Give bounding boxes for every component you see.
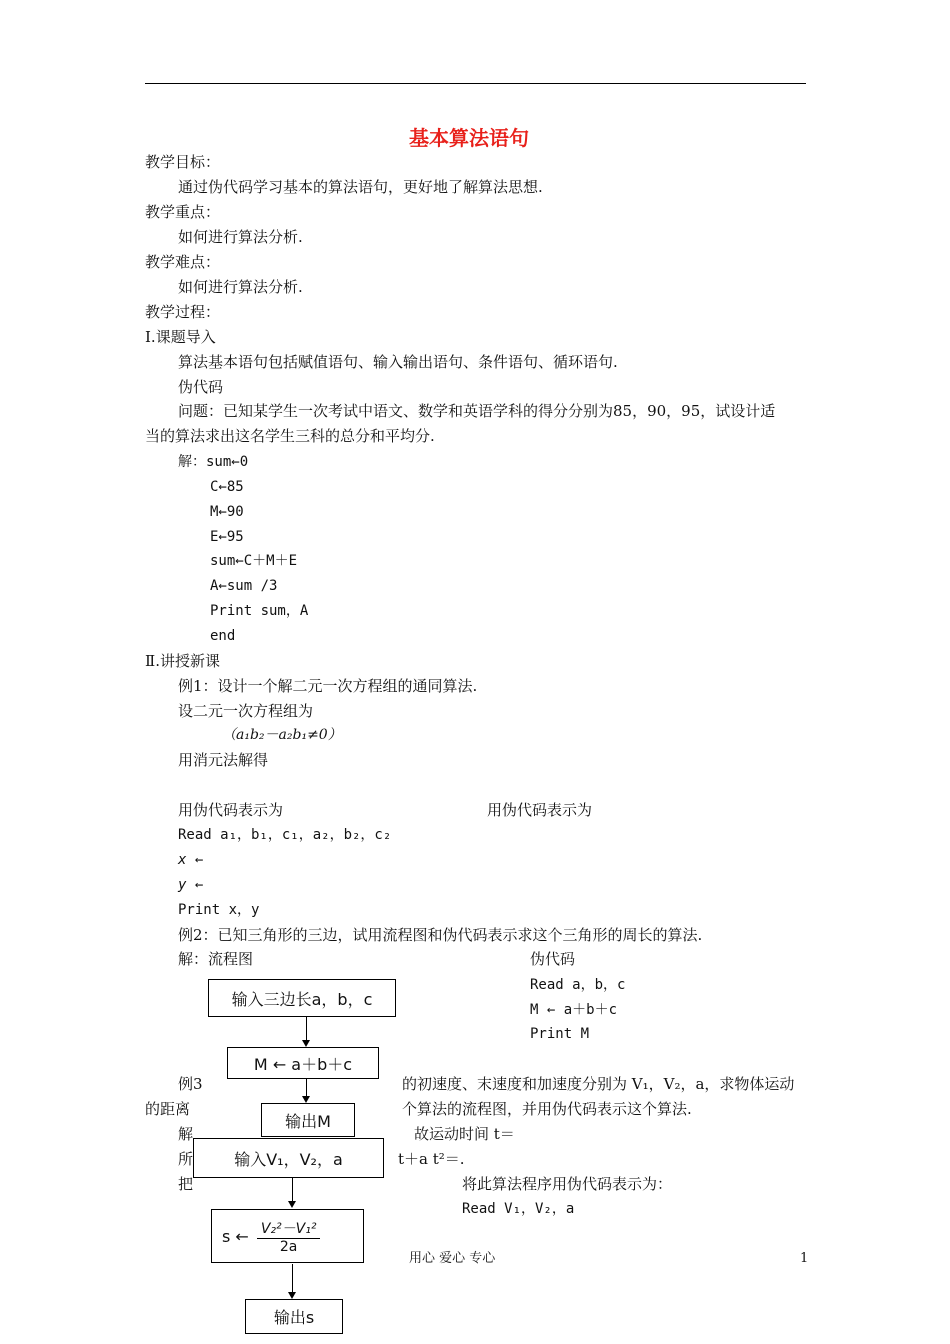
pseudo-label-left: 用伪代码表示为 (178, 801, 284, 819)
ex2-code-line: M ← a＋b＋c (530, 1002, 618, 1018)
example-1-condition: （a₁b₂－a₂b₁≠0） (222, 727, 342, 743)
flow1-connector (306, 1078, 307, 1096)
ex1-code-line: y ← (178, 877, 204, 893)
page-title: 基本算法语句 (409, 126, 529, 150)
flow2-input-box: 输入V₁，V₂，a (193, 1138, 384, 1178)
flow2-assign-symbol: s ← (222, 1226, 249, 1246)
example-2-solution: 解：流程图 (178, 950, 254, 968)
example-3-line-2a: 的距离 (145, 1100, 191, 1118)
flow1-assign-box: M ← a＋b＋c (227, 1047, 379, 1079)
code1-line: C←85 (210, 479, 244, 495)
fraction-numerator: V₂²－V₁² (257, 1218, 321, 1239)
example-3-line-3a: 解 (178, 1125, 194, 1143)
flow2-output-box: 输出s (245, 1299, 343, 1334)
code1-line: end (210, 628, 236, 644)
ex1-code-line: Read a₁，b₁，c₁，a₂，b₂，c₂ (178, 827, 392, 843)
example-2-pseudo-label: 伪代码 (530, 950, 576, 968)
code1-line: M←90 (210, 504, 244, 520)
code1-line: 解：sum←0 (178, 454, 249, 470)
arrow-down-icon (288, 1201, 296, 1208)
ex2-code-line: Read a，b，c (530, 977, 626, 993)
objectives-text: 通过伪代码学习基本的算法语句，更好地了解算法思想. (178, 178, 543, 196)
key-label: 教学重点： (145, 203, 221, 221)
difficulty-text: 如何进行算法分析. (178, 278, 303, 296)
example-1-setup: 设二元一次方程组为 (178, 702, 314, 720)
ex1-code-line: x ← (178, 852, 204, 868)
code1-line: A←sum /3 (210, 578, 278, 594)
example-3-line-5a: 把 (178, 1175, 194, 1193)
footer-text: 用心 爱心 专心 (409, 1251, 496, 1266)
example-3-line-2b: 个算法的流程图，并用伪代码表示这个算法. (402, 1100, 692, 1118)
example-1-method: 用消元法解得 (178, 751, 269, 769)
example-3-line-3b: 故运动时间 t＝ (414, 1125, 515, 1143)
code1-line: E←95 (210, 529, 244, 545)
key-text: 如何进行算法分析. (178, 228, 303, 246)
example-3-line-1a: 例3 (178, 1075, 203, 1093)
ex1-code-line: Print x，y (178, 902, 260, 918)
code1-line: Print sum，A (210, 603, 309, 619)
code1-line: sum←C＋M＋E (210, 553, 298, 569)
flow2-connector (292, 1264, 293, 1292)
pseudo-label-right: 用伪代码表示为 (487, 801, 593, 819)
ex2-code-line: Print M (530, 1026, 590, 1042)
flow1-output-box: 输出M (261, 1103, 355, 1137)
problem-line-1: 问题：已知某学生一次考试中语文、数学和英语学科的得分分别为85，90，95，试设计适 (178, 402, 776, 420)
difficulty-label: 教学难点： (145, 253, 221, 271)
intro-text: 算法基本语句包括赋值语句、输入输出语句、条件语句、循环语句. (178, 353, 618, 371)
problem-line-2: 当的算法求出这名学生三科的总分和平均分. (145, 427, 435, 445)
flow1-connector (306, 1016, 307, 1040)
example-3-line-1b: 的初速度、末速度和加速度分别为 V₁，V₂，a，求物体运动 (402, 1075, 795, 1093)
flow2-assign-box (211, 1209, 364, 1263)
fraction-denominator: 2a (279, 1238, 298, 1255)
process-label: 教学过程： (145, 303, 221, 321)
flow1-input-box: 输入三边长a，b，c (208, 979, 396, 1017)
ex3-code-line: Read V₁，V₂，a (462, 1201, 575, 1217)
arrow-down-icon (288, 1292, 296, 1299)
arrow-down-icon (302, 1096, 310, 1103)
flow2-fraction (257, 1218, 321, 1255)
section-2-heading: Ⅱ.讲授新课 (145, 652, 220, 670)
arrow-down-icon (302, 1040, 310, 1047)
example-3-line-4a: 所 (178, 1150, 194, 1168)
example-1: 例1：设计一个解二元一次方程组的通同算法. (178, 677, 478, 695)
example-3-line-4b: t＋a t²＝. (398, 1150, 465, 1168)
section-1-heading: Ⅰ.课题导入 (145, 328, 216, 346)
objectives-label: 教学目标： (145, 153, 221, 171)
pseudo-label: 伪代码 (178, 378, 224, 396)
header-rule (145, 83, 806, 84)
page-number: 1 (800, 1251, 809, 1266)
example-3-line-5b: 将此算法程序用伪代码表示为： (462, 1175, 673, 1193)
flow2-connector (292, 1177, 293, 1201)
example-2: 例2：已知三角形的三边，试用流程图和伪代码表示求这个三角形的周长的算法. (178, 926, 703, 944)
